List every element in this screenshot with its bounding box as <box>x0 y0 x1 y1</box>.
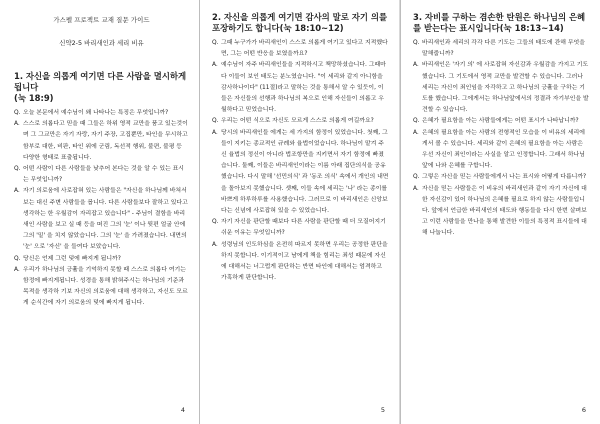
qa-text: 우리는 어떤 식으로 자신도 모르게 스스로 의롭게 여길까요? <box>221 118 374 125</box>
qa-label: A. <box>14 121 20 128</box>
qa-item <box>212 217 389 239</box>
qa-text: 자기 의로움에 사로잡혀 있는 사람들은 "자신을 하나님께 바쳐서 보는 대신 주변 사람들을 봅니다. 다른 사람들보다 잘하고 있다고 생각하는 한 우월감이 자리잡고 있습니다" - 주님이 결함을 바리새인 사람을 보고 실 때 등을 떠진 그의 '눈' 이나 뒷편 얼굴 안에 그의 '밑' 을 치지 않았습니다. 그의 '눈' 을 가려졌습니다. 내면의 '눈' 으로 '자신' 을 들여다 보았습니다. <box>23 188 188 251</box>
qa-text: 당시의 바리새인들 에게는 세 가지의 함정이 있었습니다. 첫째, 그들이 지키는 종교적인 규례와 율법이었습니다. 하나님이 맡겨 주신 율법의 정신이 아니라 법조항만을 지키면서 자기 함정에 빠졌습니다. 둘째, 이들은 바리새인이라는 이름 아래 집단의식을 공유했습니다. 다시 말해 '선민의식' 과 '동조 의식' 속에서 개인의 내면을 돌아보지 못했습니다. 셋째, 이들 속에 세리는 '나' 라는 종이를 바쁘게 하루하루를 사용했습니다. 그러므로 이 바리새인은 신앙보다는 신념에 사로잡혀 있을 수 있었습니다. <box>221 129 389 215</box>
qa-text: 은혜가 필요함을 아는 사람들에게는 어떤 표시가 나타납니까? <box>422 118 579 125</box>
section-1-heading: 1. 자신을 의롭게 여기면 다른 사람을 멸시하게 됩니다 <box>14 71 187 92</box>
session-title: 신약2-5 바리새인과 세리 비유 <box>59 39 144 47</box>
qa-item <box>14 108 189 119</box>
qa-label: Q. <box>14 166 21 173</box>
qa-label: A. <box>212 62 218 69</box>
qa-item <box>212 38 389 60</box>
qa-label: Q. <box>14 255 21 262</box>
qa-list <box>413 38 590 240</box>
qa-list <box>212 38 389 284</box>
page-6 <box>401 0 600 424</box>
qa-text: 그때 누구가가 바리새인이 스스로 의롭게 여기고 있다고 지적했다면, 그는 어떤 반응을 보였을까요? <box>221 40 388 58</box>
qa-text: 오늘 본문에서 예수님이 왜 나타나는 특징은 무엇입니까? <box>23 110 169 116</box>
qa-text: 그렇은 자신을 믿는 사람들에게서 나는 표시와 어떻게 다릅니까? <box>422 174 587 181</box>
qa-item <box>413 116 590 127</box>
qa-label: Q. <box>413 118 420 125</box>
page-number: 6 <box>581 406 586 414</box>
qa-label: A. <box>212 129 218 136</box>
qa-item <box>413 184 590 240</box>
qa-text: 바리새인과 세리의 각각 다른 기도는 그들의 태도에 관해 무엇을 말해줍니까? <box>422 40 585 58</box>
qa-text: 당신은 언제 그런 덫에 빠지게 됩니까? <box>23 255 121 262</box>
qa-text: 예수님이 자주 바리새인들을 지적하시고 책망하셨습니다. 그때마다 이들이 보인 태도는 분노였습니다. "이 세리와 같지 아니함을 감사하나이다" (11절)라고 말하는 것을 통해서 알 수 있듯이, 이들은 자신들의 선행과 하나님의 복으로 인해 자신들이 의롭고 우월하다고 믿었습니다. <box>221 62 386 114</box>
qa-label: A. <box>14 188 20 195</box>
qa-item <box>14 119 189 164</box>
page-number: 4 <box>180 406 185 414</box>
qa-label: A. <box>212 241 218 248</box>
qa-label: A. <box>14 266 20 273</box>
qa-text: 은혜의 필요함을 아는 사람의 전형적인 모습을 이 비유의 세리에게서 볼 수 있습니다. 세리와 같이 은혜의 필요함을 아는 사람은 우선 자신이 죄인이라는 사실을 알고 인정합니다. 그래서 하나님 앞에 나와 은혜를 구합니다. <box>422 129 585 170</box>
qa-item <box>413 60 590 116</box>
section-3-heading: 3. 자비를 구하는 겸손한 탄원은 하나님의 은혜를 받는다는 표시입니다(눅 18:13~14) <box>413 12 586 33</box>
qa-item <box>212 240 389 285</box>
qa-text: 성령님의 인도하심을 온전히 따르지 못하면 우리는 공정한 판단을 하지 못합니다. 이기적이고 남에게 책을 힘리는 죄성 때문에 자신에 대해서는 너그럽게 판단하는 반면 타인에 대해서는 엄격하고 가혹하게 판단합니다. <box>221 241 388 282</box>
qa-item <box>413 172 590 183</box>
qa-item <box>413 38 590 60</box>
qa-label: Q. <box>14 110 21 116</box>
qa-text: 스스로 의롭다고 믿을 때 그들은 하위 영적 교만을 품고 있는것이며 그 그교만은 자기 자랑, 자기 주장, 고집뿐만, 타인을 무시하고 함부로 대한, 비판, 타인 위에 군림, 독선적 행위, 불편, 불평 등 다양한 형태로 표출됩니다. <box>23 121 188 161</box>
section-2-heading: 2. 자신을 의롭게 여기면 감사의 말로 자기 의를 포장하기도 합니다(눅 18:10~12) <box>212 12 388 33</box>
page-5 <box>200 0 399 424</box>
qa-item <box>14 254 189 265</box>
qa-text: 자신을 믿는 사람들은 이 비유의 바리새인과 같이 자기 자신에 대한 자신감이 있어 하나님의 은혜를 필요로 하지 않는 사람들입니다. 앞에서 언급한 바리새인의 태도와 행동들을 다시 한번 살펴보고 이런 사람들을 만나을 통해 발견한 이들의 특징적 표시들에 대해 나눕니다. <box>422 185 587 237</box>
qa-label: A. <box>413 185 419 192</box>
qa-item <box>212 128 389 218</box>
qa-label: Q. <box>413 40 420 46</box>
qa-label: Q. <box>413 174 420 181</box>
page-4 <box>0 0 199 424</box>
qa-item <box>14 164 189 186</box>
qa-text: 바리새인은 '자기 의' 에 사로잡혀 자신감과 우월감을 가지고 기도했습니다. 그 기도에서 영적 교만을 발견할 수 있습니다. 그러나 세리는 자신이 죄인임을 자각하고 고 하나님의 긍휼을 구하는 기도를 했습니다. 그에게서는 하나님앞에서의 정결과 자기부인을 발견할 수 있습니다. <box>422 62 589 114</box>
section-1-reference: (눅 18:9) <box>14 93 54 103</box>
qa-label: A. <box>413 129 419 136</box>
qa-text: 우리가 하나님의 긍휼을 기억하지 못할 때 스스로 의롭다 여기는 함정에 빠지게됩니다. 성경을 통해 밝혀주시는 하나님의 기준과 목적을 생각하 기보 자신의 의로움에 대해 생각하고, 자신도 모르게 순식간에 자기 의로움의 덫에 빠지게 됩니다. <box>23 266 188 307</box>
qa-text: 자기 자신을 판단할 때보다 다른 사람을 판단할 때 더 모질어지기 쉬운 이유는 무엇입니까? <box>221 219 386 237</box>
qa-item <box>212 60 389 116</box>
qa-item <box>14 186 189 253</box>
qa-item <box>212 116 389 127</box>
qa-item <box>14 265 189 310</box>
qa-label: Q. <box>212 40 219 46</box>
qa-text: 어떤 사람이 다른 사람들을 낮추어 본다는 것을 알 수 있는 표시는 무엇입니까? <box>23 166 184 184</box>
qa-label: Q. <box>212 118 219 125</box>
qa-label: A. <box>413 62 419 69</box>
qa-label: Q. <box>212 219 219 226</box>
qa-item <box>413 128 590 173</box>
qa-list <box>14 108 189 310</box>
page-number: 5 <box>380 406 385 414</box>
guide-title: 가스펠 프로젝트 교재 질문 가이드 <box>53 16 150 24</box>
